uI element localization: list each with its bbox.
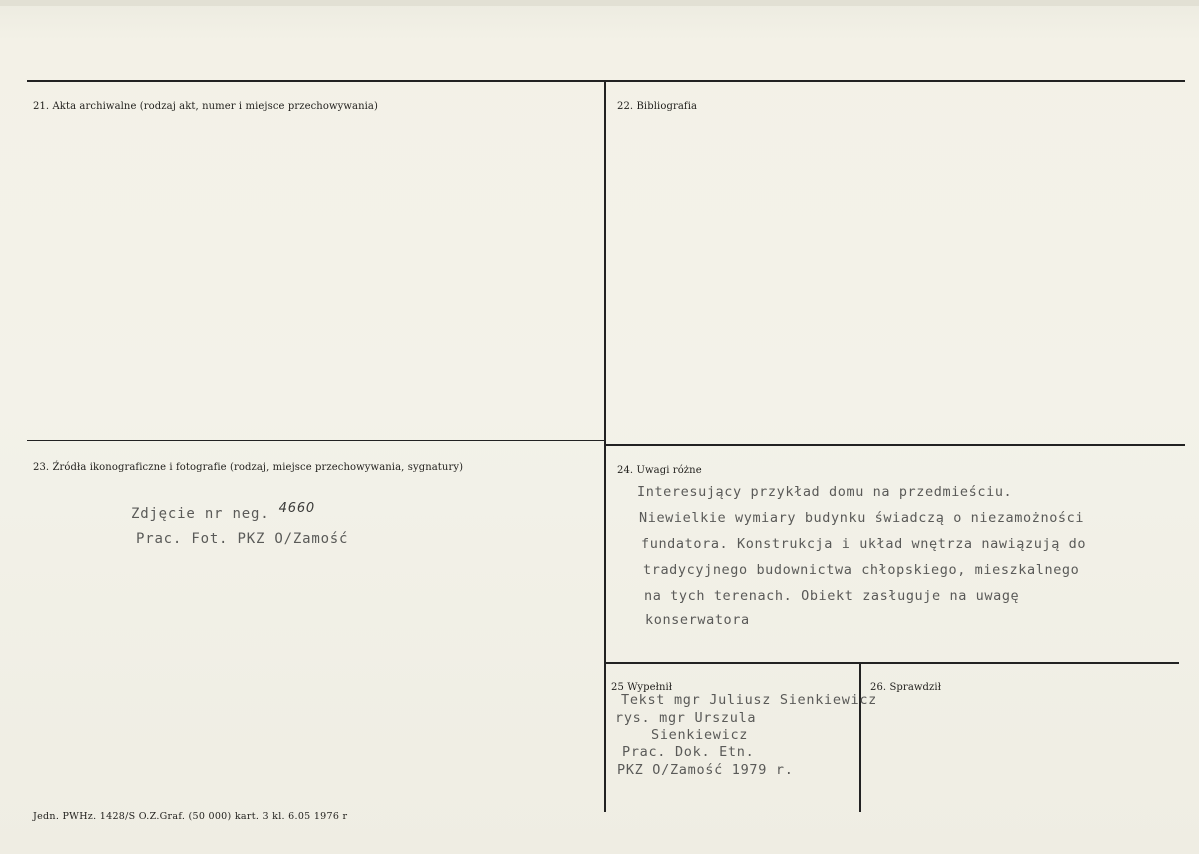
filled-by-line: PKZ O/Zamość 1979 r.	[617, 762, 794, 778]
filled-by-label: 25 Wypełnił	[611, 682, 673, 693]
middle-rule-right	[605, 444, 1185, 446]
remarks-line: Interesujący przykład domu na przedmieściu.	[637, 484, 1013, 500]
filled-by-line: Prac. Dok. Etn.	[622, 744, 755, 760]
iconographic-sources-label: 23. Źródła ikonograficzne i fotografie (rodzaj, miejsce przechowywania, sygnatury)	[33, 462, 464, 473]
card-top-edge	[0, 0, 1199, 6]
signature-rule	[605, 662, 1179, 664]
checked-by-label: 26. Sprawdził	[870, 682, 942, 693]
remarks-line: na tych terenach. Obiekt zasługuje na uwagę	[644, 588, 1020, 604]
print-footer: Jedn. PWHz. 1428/S O.Z.Graf. (50 000) kart. 3 kl. 6.05 1976 r	[33, 811, 348, 822]
archival-records-label: 21. Akta archiwalne (rodzaj akt, numer i miejsce przechowywania)	[33, 101, 378, 112]
remarks-label: 24. Uwagi różne	[617, 465, 702, 476]
remarks-line: Niewielkie wymiary budynku świadczą o niezamożności	[639, 510, 1085, 526]
remarks-line: fundatora. Konstrukcja i układ wnętrza nawiązują do	[641, 536, 1087, 552]
filled-by-line: Sienkiewicz	[651, 727, 749, 743]
photo-negative-prefix: Zdjęcie nr neg.	[131, 506, 270, 522]
middle-rule-left	[27, 440, 605, 441]
filled-by-line: rys. mgr Urszula	[615, 710, 757, 726]
top-rule	[27, 80, 1185, 82]
photo-negative-entry	[131, 501, 315, 522]
photo-source: Prac. Fot. PKZ O/Zamość	[136, 531, 349, 547]
signature-divider	[859, 662, 861, 812]
center-divider	[604, 80, 606, 812]
remarks-line: tradycyjnego budownictwa chłopskiego, mieszkalnego	[643, 562, 1080, 578]
remarks-line: konserwatora	[645, 612, 750, 628]
filled-by-line: Tekst mgr Juliusz Sienkiewicz	[621, 692, 878, 708]
bibliography-label: 22. Bibliografia	[617, 101, 698, 112]
photo-negative-number: 4660	[278, 501, 315, 516]
